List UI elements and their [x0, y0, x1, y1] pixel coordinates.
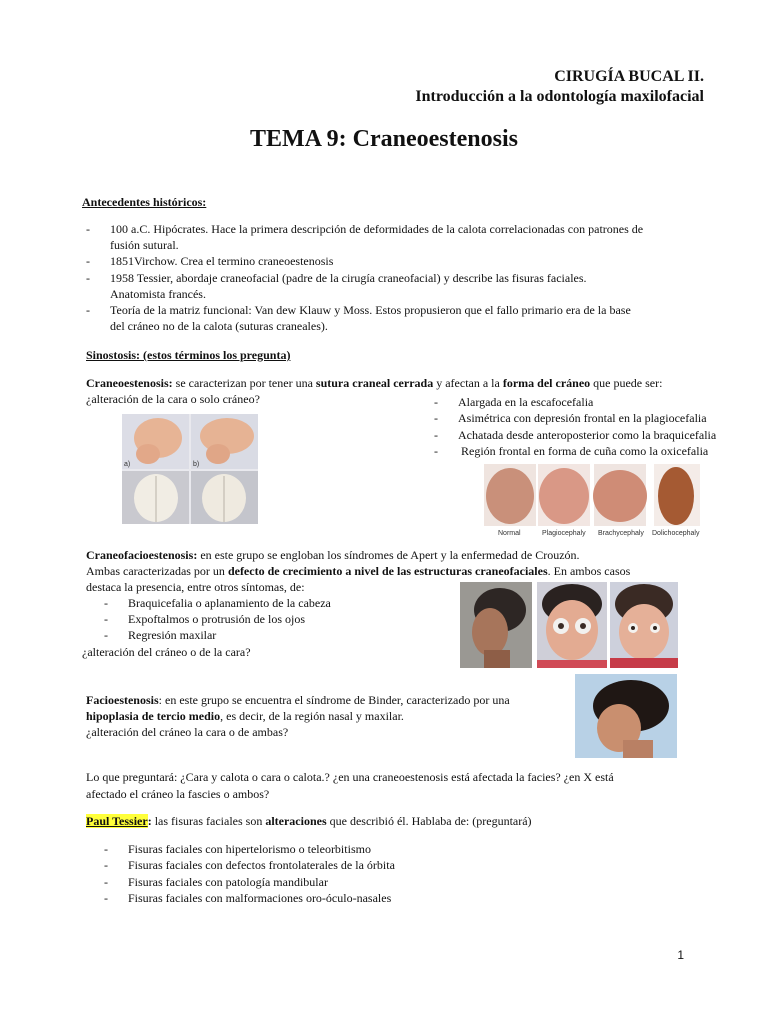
form-item-1 [434, 394, 593, 410]
caption-brachycephaly: Brachycephaly [598, 530, 644, 537]
definition-text: se caracterizan por tener una [172, 376, 316, 390]
list-dash: - [434, 411, 438, 425]
list-dash: - [104, 875, 108, 889]
form-item-3 [434, 427, 716, 443]
antecedentes-item-1 [86, 221, 643, 237]
antecedentes-item-4-cont: del cráneo no de la calota (suturas craneales). [110, 319, 328, 333]
term-label: Facioestenosis [86, 693, 159, 707]
list-text: 1958 Tessier, abordaje craneofacial (padre de la cirugía craneofacial) y describe las fisuras faciales. [110, 271, 587, 285]
craneofacio-photo-front-2 [610, 582, 678, 668]
facio-photo-profile [575, 674, 677, 758]
page-number: 1 [677, 948, 684, 962]
antecedentes-heading: Antecedentes históricos: [82, 195, 207, 209]
binder-profile-illustration [575, 674, 677, 758]
list-dash: - [86, 222, 90, 236]
definition-bold: forma del cráneo [502, 376, 591, 390]
list-text: Fisuras faciales con defectos frontolaterales de la órbita [128, 858, 395, 872]
craneofacio-definition [86, 547, 580, 563]
definition-text: que puede ser: [590, 376, 663, 390]
list-dash: - [104, 858, 108, 872]
craneofacio-question: ¿alteración del cráneo o de la cara? [82, 645, 251, 659]
definition-text: : en este grupo se encuentra el síndrome de Binder, caracterizado por una [158, 693, 510, 707]
skull-shapes-illustration [122, 414, 258, 524]
list-dash: - [104, 628, 108, 642]
tessier-item-2 [104, 857, 395, 873]
list-text: Expoftalmos o protrusión de los ojos [128, 612, 305, 626]
craneofacio-photo-front-1 [537, 582, 607, 668]
definition-text: en este grupo se engloban los síndromes de Apert y la enfermedad de Crouzón. [197, 548, 580, 562]
tessier-item-3 [104, 874, 328, 890]
list-text: Fisuras faciales con hipertelorismo o teleorbitismo [128, 842, 371, 856]
form-item-4 [434, 443, 708, 459]
definition-text: Ambas caracterizadas por un [86, 564, 228, 578]
list-dash: - [104, 596, 108, 610]
list-text: Fisuras faciales con malformaciones oro-óculo-nasales [128, 891, 392, 905]
caption-normal: Normal [498, 530, 521, 537]
facio-definition [86, 692, 510, 708]
tessier-item-1 [104, 841, 371, 857]
patient-profile-illustration [460, 582, 532, 668]
tessier-definition [86, 813, 532, 829]
course-subtitle: Introducción a la odontología maxilofacial [415, 88, 704, 105]
figure-label-b: b) [193, 461, 200, 468]
definition-bold: defecto de crecimiento a nivel de las estructuras craneofaciales [227, 564, 548, 578]
list-dash: - [434, 444, 438, 458]
name-colon: : [147, 814, 152, 828]
list-dash: - [86, 303, 90, 317]
list-dash: - [104, 891, 108, 905]
patient-front-illustration [610, 582, 678, 668]
highlighted-name: Paul Tessier [86, 814, 148, 828]
symptom-item-1 [104, 595, 331, 611]
definition-bold: hipoplasia de tercio medio [86, 709, 221, 723]
antecedentes-item-2 [86, 253, 333, 269]
caption-dolichocephaly: Dolichocephaly [652, 530, 700, 537]
definition-text: , es decir, de la región nasal y maxilar. [220, 709, 404, 723]
antecedentes-item-3 [86, 270, 587, 286]
definition-bold: sutura craneal cerrada [315, 376, 434, 390]
list-dash: - [104, 842, 108, 856]
craneofacio-line3: destaca la presencia, entre otros síntomas, de: [86, 580, 305, 594]
list-dash: - [104, 612, 108, 626]
list-text: Teoría de la matriz funcional: Van dew Klauw y Moss. Estos propusieron que el fallo primario era de la base [110, 303, 631, 317]
tessier-item-4 [104, 890, 391, 906]
term-label: Craneofacioestenosis: [86, 548, 198, 562]
list-dash: - [86, 271, 90, 285]
list-text: 1851Virchow. Crea el termino craneoestenosis [110, 254, 334, 268]
list-text: Alargada en la escafocefalia [458, 395, 594, 409]
form-item-2 [434, 410, 707, 426]
definition-bold: alteraciones [265, 814, 327, 828]
symptom-item-2 [104, 611, 305, 627]
craneoestenosis-definition [86, 375, 662, 391]
antecedentes-item-4 [86, 302, 631, 318]
list-dash: - [434, 395, 438, 409]
list-text: Achatada desde anteroposterior como la braquicefalia [458, 428, 717, 442]
head-shapes-figure [484, 462, 700, 540]
craneofacio-photo-profile [460, 582, 532, 668]
figure-label-a: a) [124, 461, 131, 468]
craneoestenosis-question: ¿alteración de la cara o solo cráneo? [86, 392, 260, 406]
list-text: Fisuras faciales con patología mandibular [128, 875, 328, 889]
skull-shapes-figure [122, 414, 258, 524]
facio-line2 [86, 708, 404, 724]
antecedentes-item-3-cont: Anatomista francés. [110, 287, 206, 301]
list-text: Región frontal en forma de cuña como la oxicefalia [458, 444, 709, 458]
antecedentes-item-1-cont: fusión sutural. [110, 238, 179, 252]
list-text: 100 a.C. Hipócrates. Hace la primera descripción de deformidades de la calota correlacionadas con patrones de [110, 222, 644, 236]
list-dash: - [86, 254, 90, 268]
definition-text: . En ambos casos [547, 564, 631, 578]
patient-front-illustration [537, 582, 607, 668]
page-title: TEMA 9: Craneoestenosis [250, 126, 518, 152]
term-label: Craneoestenosis: [86, 376, 173, 390]
caption-plagiocephaly: Plagiocephaly [542, 530, 586, 537]
definition-text: las fisuras faciales son [151, 814, 266, 828]
symptom-item-3 [104, 627, 216, 643]
craneofacio-line2 [86, 563, 630, 579]
definition-text: y afectan a la [433, 376, 503, 390]
exam-note-line2: afectado el cráneo la fascies o ambos? [86, 787, 270, 801]
list-dash: - [434, 428, 438, 442]
definition-text: que describió él. Hablaba de: (preguntará) [326, 814, 532, 828]
sinostosis-heading: Sinostosis: (estos términos los pregunta) [86, 348, 291, 362]
list-text: Braquicefalia o aplanamiento de la cabeza [128, 596, 331, 610]
head-shapes-illustration [484, 462, 700, 528]
list-text: Regresión maxilar [128, 628, 217, 642]
exam-note-line1: Lo que preguntará: ¿Cara y calota o cara o calota.? ¿en una craneoestenosis está afectada la facies? ¿en X está [86, 770, 614, 784]
list-text: Asimétrica con depresión frontal en la plagiocefalia [458, 411, 707, 425]
course-title: CIRUGÍA BUCAL II. [554, 68, 704, 85]
facio-question: ¿alteración del cráneo la cara o de ambas? [86, 725, 289, 739]
